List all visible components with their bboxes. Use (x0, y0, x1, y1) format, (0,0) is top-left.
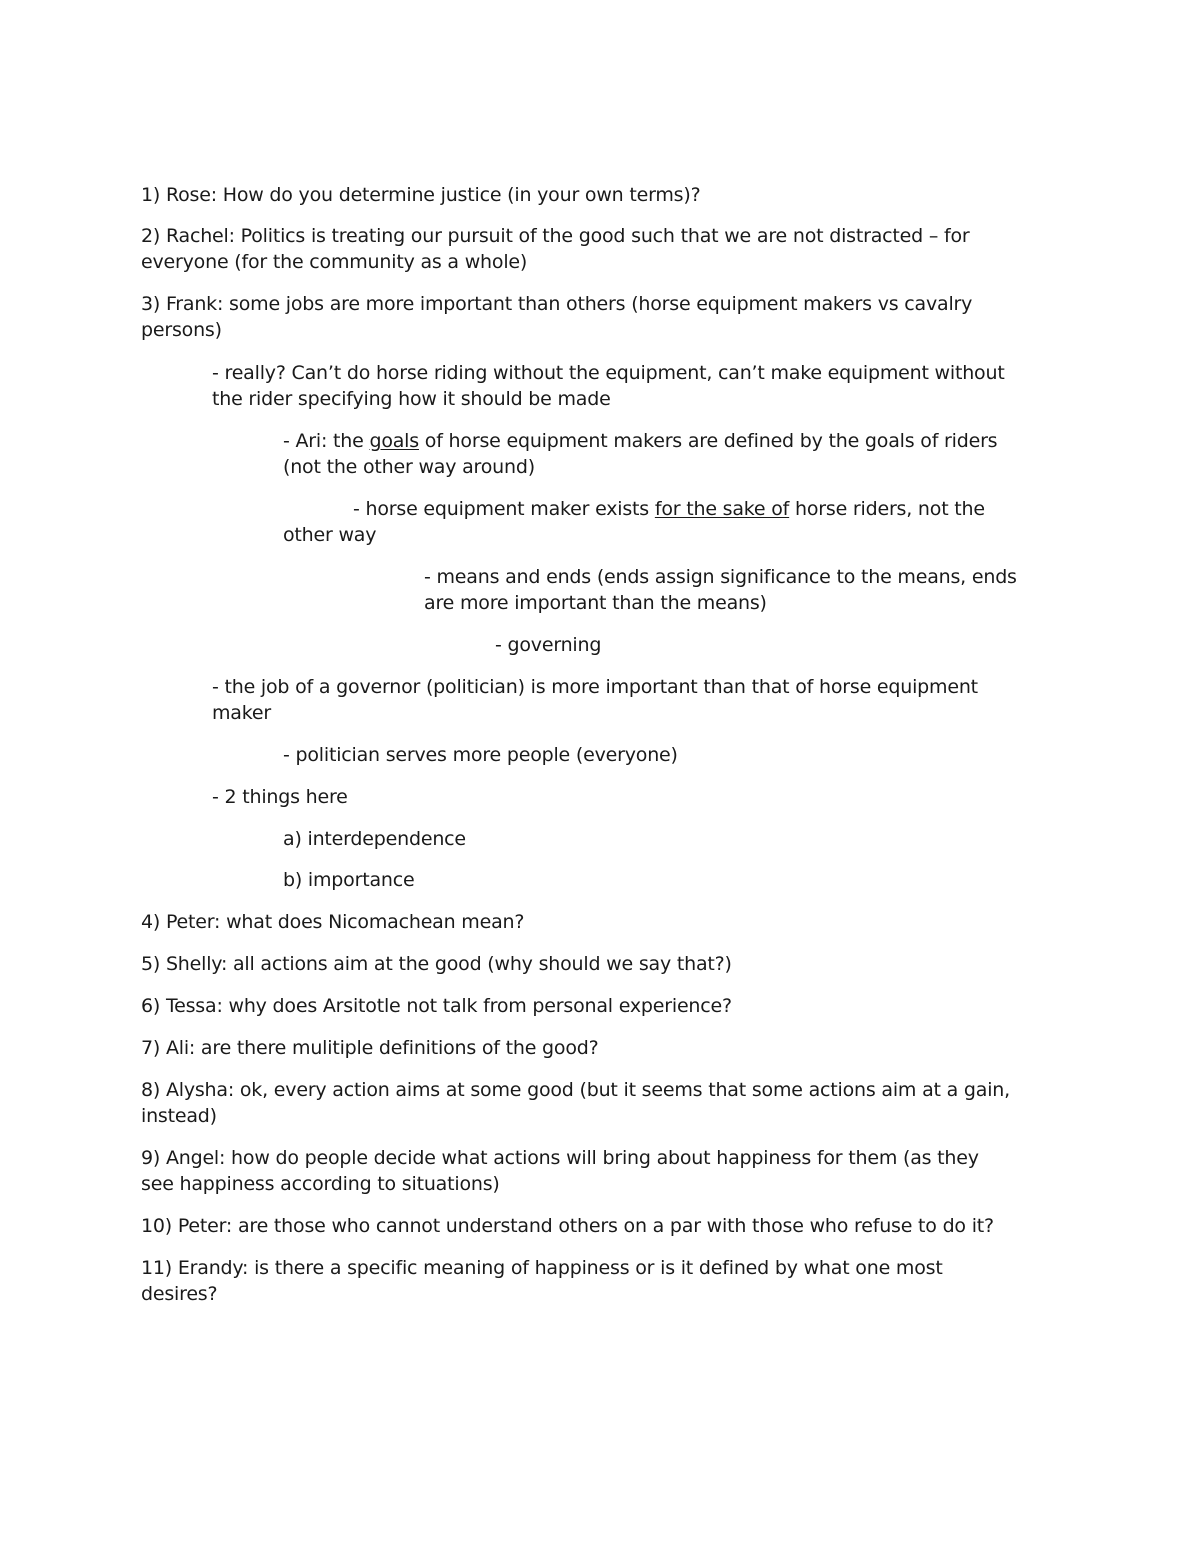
note-3 (141, 291, 972, 343)
note-3-sub-c-pre: - horse equipment maker exists (353, 498, 655, 520)
note-9-line-2: see happiness according to situations) (141, 1173, 500, 1195)
note-8-line-2: instead) (141, 1105, 217, 1127)
note-3-sub-c (283, 496, 985, 548)
note-3-sub-i (283, 826, 466, 852)
note-3-sub-c-line-2: other way (283, 524, 377, 546)
note-3-sub-b (283, 428, 997, 480)
note-3-sub-h-line: - 2 things here (212, 786, 348, 808)
note-8 (141, 1077, 1010, 1129)
note-3-sub-c-post: horse riders, not the (789, 498, 985, 520)
note-7 (141, 1035, 599, 1061)
note-2-line-2: everyone (for the community as a whole) (141, 251, 528, 273)
note-3-sub-f-line-2: maker (212, 702, 271, 724)
note-11-line-2: desires? (141, 1283, 218, 1305)
note-3-sub-b-post: of horse equipment makers are defined by the goals of riders (418, 430, 998, 452)
note-3-sub-h (212, 784, 348, 810)
note-3-sub-b-line-1 (283, 428, 997, 454)
note-1-line: 1) Rose: How do you determine justice (in your own terms)? (141, 184, 701, 206)
note-3-sub-f-line-1: - the job of a governor (politician) is more important than that of horse equipment (212, 676, 978, 698)
note-1 (141, 182, 700, 208)
note-2 (141, 223, 970, 275)
note-3-line-2: persons) (141, 319, 222, 341)
note-3-sub-e (495, 632, 601, 658)
note-3-sub-a-line-2: the rider specifying how it should be made (212, 388, 611, 410)
note-9 (141, 1145, 979, 1197)
note-3-sub-b-pre: - Ari: the (283, 430, 370, 452)
note-3-sub-i-line: a) interdependence (283, 828, 466, 850)
note-3-sub-c-line-1 (283, 496, 985, 522)
note-6-line: 6) Tessa: why does Arsitotle not talk from personal experience? (141, 995, 732, 1017)
note-9-line-1: 9) Angel: how do people decide what actions will bring about happiness for them (as they (141, 1147, 979, 1169)
note-3-sub-e-line: - governing (495, 634, 602, 656)
note-10 (141, 1213, 994, 1239)
note-11 (141, 1255, 943, 1307)
note-5 (141, 951, 732, 977)
note-10-line: 10) Peter: are those who cannot understand others on a par with those who refuse to do it? (141, 1215, 994, 1237)
note-4 (141, 909, 524, 935)
note-8-line-1: 8) Alysha: ok, every action aims at some good (but it seems that some actions aim at a gain, (141, 1079, 1010, 1101)
note-3-line-1: 3) Frank: some jobs are more important than others (horse equipment makers vs cavalry (141, 293, 973, 315)
note-3-sub-b-line-2: (not the other way around) (283, 456, 535, 478)
note-3-sub-a (212, 360, 1005, 412)
note-3-sub-d-line-2: are more important than the means) (424, 592, 767, 614)
note-7-line: 7) Ali: are there mulitiple definitions of the good? (141, 1037, 599, 1059)
note-3-sub-a-line-1: - really? Can’t do horse riding without the equipment, can’t make equipment without (212, 362, 1005, 384)
note-3-sub-b-underlined: goals (369, 430, 419, 452)
note-3-sub-d (424, 564, 1017, 616)
note-3-sub-j (283, 867, 414, 893)
note-3-sub-d-line-1: - means and ends (ends assign significance to the means, ends (424, 566, 1017, 588)
note-2-line-1: 2) Rachel: Politics is treating our pursuit of the good such that we are not distracted – for (141, 225, 970, 247)
note-6 (141, 993, 732, 1019)
note-3-sub-c-underlined: for the sake of (654, 498, 790, 520)
note-3-sub-j-line: b) importance (283, 869, 415, 891)
note-5-line: 5) Shelly: all actions aim at the good (why should we say that?) (141, 953, 732, 975)
note-3-sub-g-line: - politician serves more people (everyone) (283, 744, 678, 766)
note-3-sub-g (283, 742, 678, 768)
note-11-line-1: 11) Erandy: is there a specific meaning of happiness or is it defined by what one most (141, 1257, 943, 1279)
note-3-sub-f (212, 674, 978, 726)
note-4-line: 4) Peter: what does Nicomachean mean? (141, 911, 525, 933)
